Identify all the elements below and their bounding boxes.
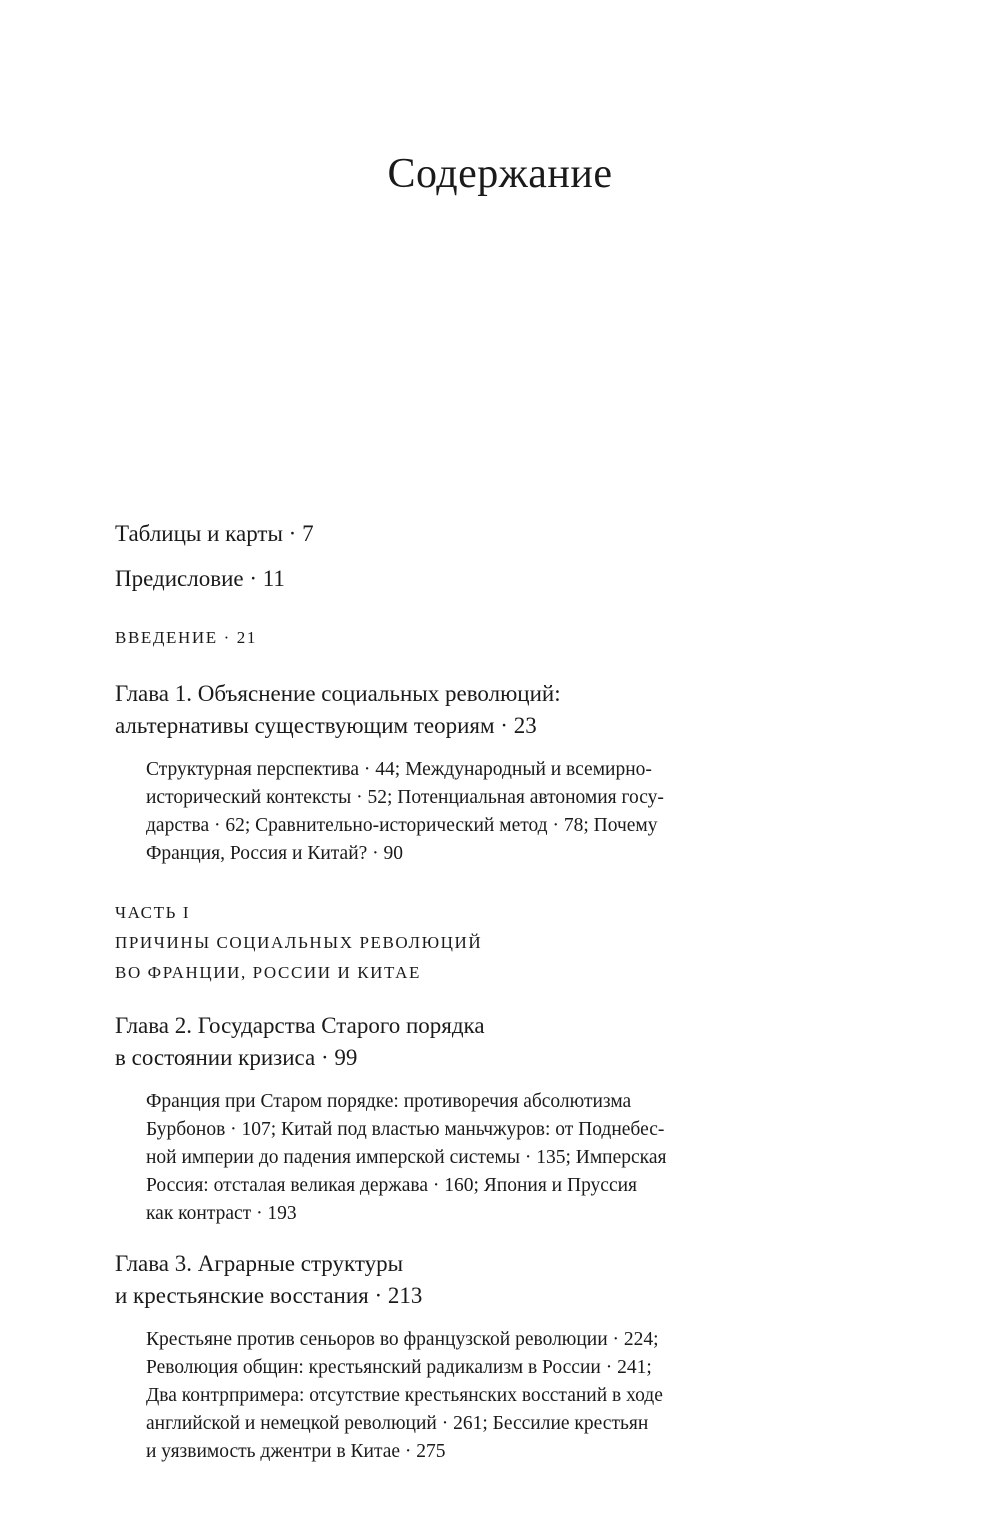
chapter-3-sections xyxy=(146,1326,786,1466)
chapter-2-sections-line-2: Бурбонов · 107; Китай под властью маньчжуров: от Поднебес- xyxy=(146,1119,665,1140)
part-1-title-line-2: ВО ФРАНЦИИ, РОССИИ И КИТАЕ xyxy=(115,963,422,982)
chapter-2-title xyxy=(115,1010,775,1074)
chapter-2-title-line-2: в состоянии кризиса · 99 xyxy=(115,1045,358,1070)
toc-part-1 xyxy=(115,898,775,988)
chapter-3-sections-line-2: Революция общин: крестьянский радикализм в России · 241; xyxy=(146,1357,652,1378)
chapter-2-title-line-1: Глава 2. Государства Старого порядка xyxy=(115,1013,485,1038)
chapter-2-sections-line-5: как контраст · 193 xyxy=(146,1203,297,1224)
chapter-1-sections-line-4: Франция, Россия и Китай? · 90 xyxy=(146,843,404,864)
toc-entry-preface: Предисловие · 11 xyxy=(115,566,285,591)
chapter-3-sections-line-3: Два контрпримера: отсутствие крестьянских восстаний в ходе xyxy=(146,1385,663,1406)
table-of-contents xyxy=(115,516,775,1466)
toc-chapter-3 xyxy=(115,1248,775,1466)
chapter-1-sections-line-2: исторический контексты · 52; Потенциальная автономия госу- xyxy=(146,787,664,808)
chapter-1-title-line-2: альтернативы существующим теориям · 23 xyxy=(115,713,537,738)
chapter-2-sections-line-4: Россия: отсталая великая держава · 160; Япония и Пруссия xyxy=(146,1175,638,1196)
chapter-2-sections-line-3: ной империи до падения имперской системы · 135; Имперская xyxy=(146,1147,667,1168)
page-title: Содержание xyxy=(387,151,613,197)
toc-entry-introduction: ВВЕДЕНИЕ · 21 xyxy=(115,628,257,647)
chapter-1-sections-line-3: дарства · 62; Сравнительно-исторический метод · 78; Почему xyxy=(146,815,658,836)
chapter-2-sections xyxy=(146,1088,786,1228)
chapter-3-sections-line-5: и уязвимость джентри в Китае · 275 xyxy=(146,1441,446,1462)
chapter-1-title-line-1: Глава 1. Объяснение социальных революций: xyxy=(115,681,561,706)
chapter-1-sections xyxy=(146,756,786,868)
chapter-1-sections-line-1: Структурная перспектива · 44; Международный и всемирно- xyxy=(146,759,652,780)
chapter-3-title-line-2: и крестьянские восстания · 213 xyxy=(115,1283,423,1308)
toc-entry-tables-and-maps: Таблицы и карты · 7 xyxy=(115,521,314,546)
chapter-2-sections-line-1: Франция при Старом порядке: противоречия абсолютизма xyxy=(146,1091,632,1112)
part-1-title-line-1: ПРИЧИНЫ СОЦИАЛЬНЫХ РЕВОЛЮЦИЙ xyxy=(115,933,483,952)
chapter-3-sections-line-4: английской и немецкой революций · 261; Бессилие крестьян xyxy=(146,1413,649,1434)
part-1-label: ЧАСТЬ I xyxy=(115,903,191,922)
chapter-3-title xyxy=(115,1248,775,1312)
toc-chapter-1 xyxy=(115,678,775,868)
chapter-3-sections-line-1: Крестьяне против сеньоров во французской революции · 224; xyxy=(146,1329,659,1350)
chapter-1-title xyxy=(115,678,775,742)
chapter-3-title-line-1: Глава 3. Аграрные структуры xyxy=(115,1251,404,1276)
toc-chapter-2 xyxy=(115,1010,775,1228)
